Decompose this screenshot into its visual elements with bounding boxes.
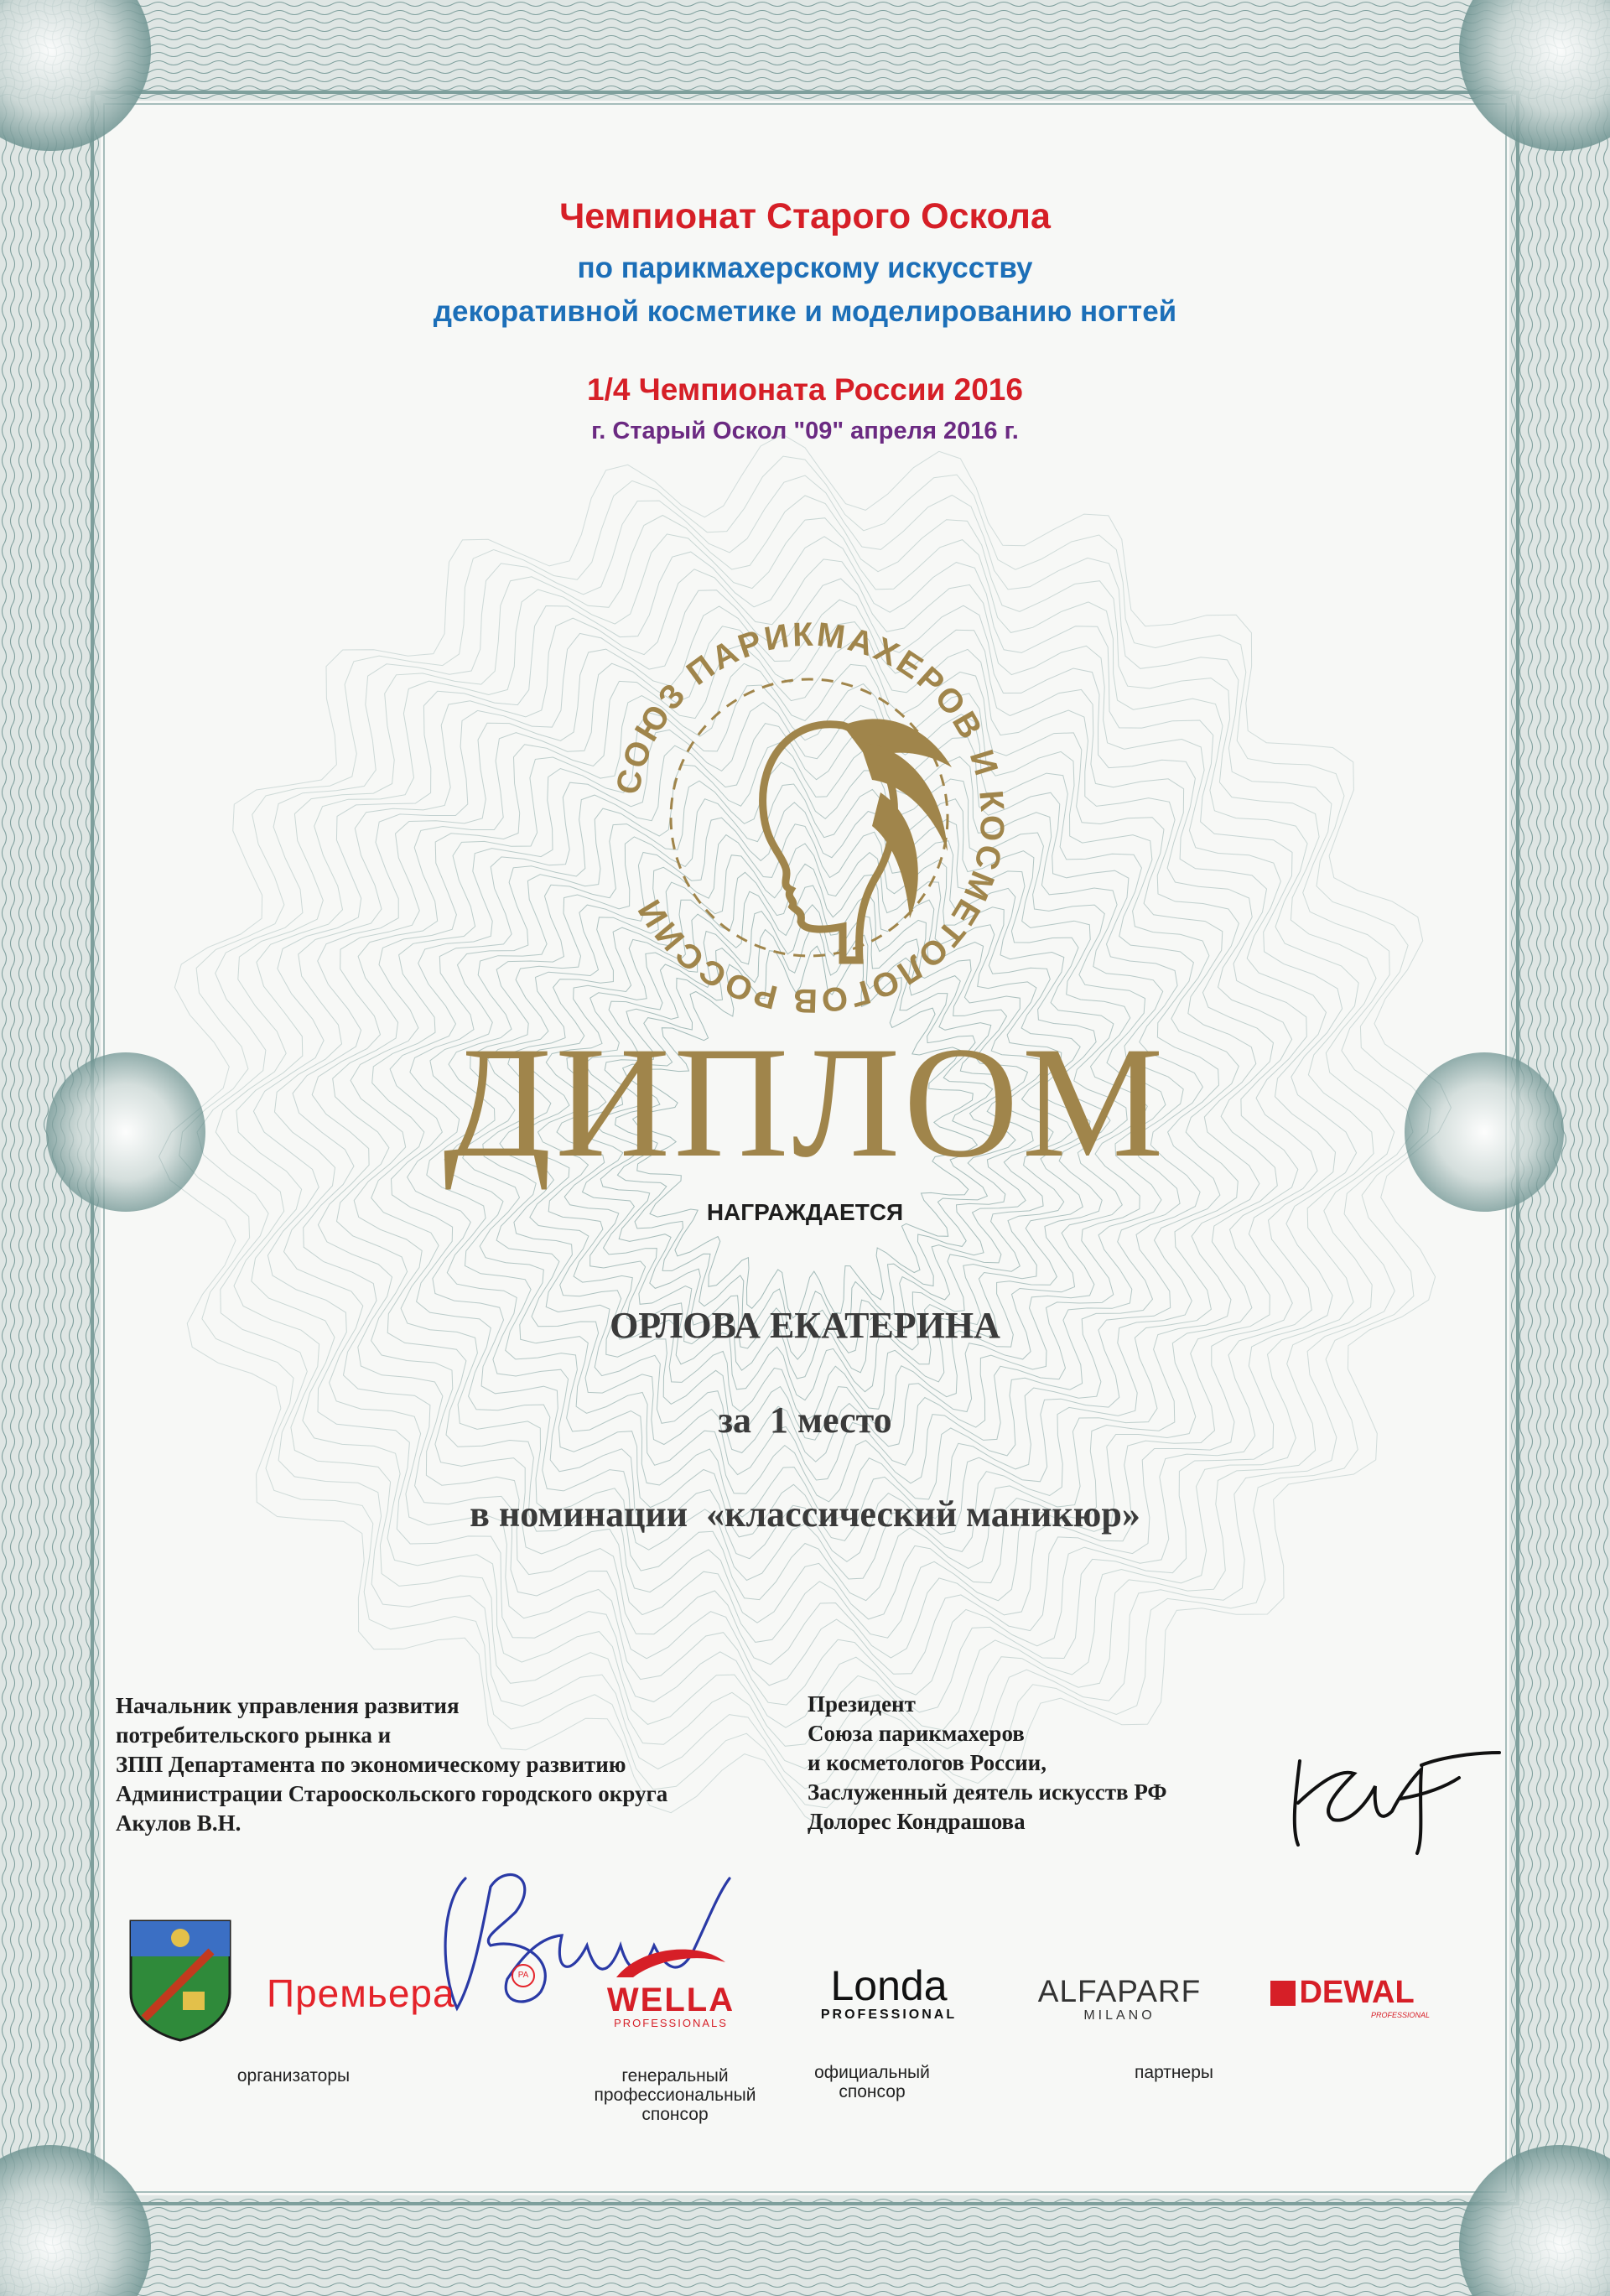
dewal-sub: PROFESSIONAL bbox=[1371, 2011, 1431, 2019]
union-emblem bbox=[591, 600, 1027, 1036]
premiera-badge: PA bbox=[512, 1964, 535, 1987]
caption-organizers: организаторы bbox=[236, 2066, 351, 2086]
woman-profile-icon bbox=[763, 719, 952, 960]
left-signatory-line: ЗПП Департамента по экономическому развитию bbox=[116, 1752, 626, 1777]
right-signatory-name: Долорес Кондрашова bbox=[808, 1809, 1026, 1834]
recipient-name: ОРЛОВА ЕКАТЕРИНА bbox=[610, 1305, 1000, 1346]
header-title: Чемпионат Старого Оскола bbox=[559, 196, 1051, 236]
right-signatory-line: Президент bbox=[808, 1691, 916, 1717]
caption-partners: партнеры bbox=[1135, 2063, 1213, 2082]
left-signatory bbox=[116, 1691, 667, 1838]
header-stage: 1/4 Чемпионата России 2016 bbox=[587, 372, 1023, 407]
laurel-wreath bbox=[671, 679, 948, 956]
londa-logo bbox=[805, 1964, 973, 2023]
right-signatory-line: Заслуженный деятель искусств РФ bbox=[808, 1779, 1167, 1805]
alfaparf-wordmark: ALFAPARF bbox=[1037, 1974, 1202, 2008]
left-signatory-line: потребительского рынка и bbox=[116, 1722, 392, 1748]
signature-right bbox=[1275, 1727, 1509, 1862]
dewal-wordmark: DEWAL bbox=[1299, 1975, 1415, 2010]
right-signatory bbox=[808, 1690, 1167, 1836]
wella-sub: PROFESSIONALS bbox=[614, 2017, 728, 2029]
caption-official-sponsor: официальный спонсор bbox=[814, 2063, 930, 2101]
right-signatory-line: и косметологов России, bbox=[808, 1750, 1046, 1775]
alfaparf-sub: MILANO bbox=[1083, 2008, 1156, 2023]
header-line-2: декоративной косметике и моделированию ногтей bbox=[433, 295, 1177, 328]
wella-logo bbox=[579, 1945, 763, 2046]
premiera-wordmark: Премьера bbox=[267, 1971, 455, 2015]
left-signatory-name: Акулов В.Н. bbox=[116, 1810, 242, 1836]
awarded-label: НАГРАЖДАЕТСЯ bbox=[706, 1199, 904, 1225]
premiera-logo bbox=[267, 1971, 543, 2029]
left-signatory-line: Администрации Старооскольского городского округа bbox=[116, 1781, 668, 1806]
wella-wordmark: WELLA bbox=[606, 1982, 735, 2018]
londa-wordmark: Londa bbox=[830, 1962, 948, 2009]
left-signatory-line: Начальник управления развития bbox=[116, 1693, 460, 1718]
alfaparf-logo bbox=[1027, 1975, 1212, 2023]
header-date-place: г. Старый Оскол "09" апреля 2016 г. bbox=[591, 418, 1019, 444]
caption-general-sponsor: генеральный профессиональный спонсор bbox=[594, 2066, 756, 2124]
emblem-text: СОЮЗ ПАРИКМАХЕРОВ И КОСМЕТОЛОГОВ РОССИИ bbox=[609, 616, 1011, 1020]
place-text: за 1 место bbox=[718, 1400, 892, 1441]
wella-hair-icon bbox=[608, 1945, 734, 1979]
city-coat-of-arms bbox=[127, 1918, 233, 2042]
right-signatory-line: Союза парикмахеров bbox=[808, 1721, 1025, 1746]
londa-sub: PROFESSIONAL bbox=[820, 2008, 958, 2022]
diploma-title: ДИПЛОМ bbox=[443, 1015, 1167, 1191]
header-line-1: по парикмахерскому искусству bbox=[577, 252, 1033, 284]
dewal-logo bbox=[1270, 1975, 1431, 2019]
nomination-text: в номинации «классический маникюр» bbox=[470, 1493, 1140, 1535]
dewal-icon bbox=[1270, 1981, 1296, 2006]
